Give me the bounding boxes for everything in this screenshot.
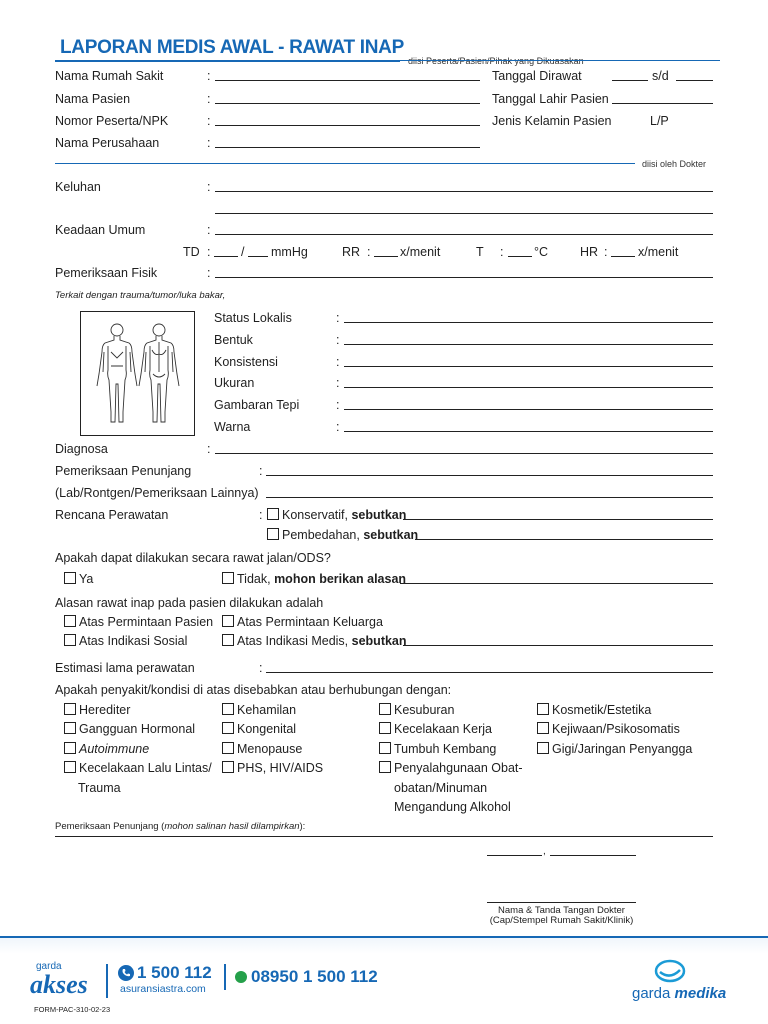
hr-unit: x/menit [638,245,679,259]
checkbox[interactable] [222,572,234,584]
phone-icon [118,965,134,981]
checkbox[interactable] [379,742,391,754]
checkbox[interactable] [537,722,549,734]
consistency-label: Konsistensi [214,355,278,369]
condition-pregnancy[interactable]: Kehamilan [222,703,296,717]
hospital-label: Nama Rumah Sakit [55,69,164,83]
whatsapp-icon [235,971,247,983]
checkbox[interactable] [64,703,76,715]
footer-top-line [0,936,768,938]
ods-yes-option[interactable]: Ya [64,572,93,586]
ods-question: Apakah dapat dilakukan secara rawat jalan/ODS? [55,551,331,565]
plan-label: Rencana Perawatan [55,508,169,522]
td-separator: / [241,245,245,259]
checkbox[interactable] [537,703,549,715]
physical-exam-field[interactable] [215,277,713,278]
reason-patient-option[interactable]: Atas Permintaan Pasien [64,615,213,629]
reason-social-option[interactable]: Atas Indikasi Sosial [64,634,187,648]
related-question: Apakah penyakit/kondisi di atas disebabkan atau berhubungan dengan: [55,683,452,697]
signature-place-field[interactable] [487,855,542,856]
support-exam-label: Pemeriksaan Penunjang [55,464,192,478]
condition-autoimmune[interactable]: Autoimmune [64,742,149,756]
condition-traffic-accident[interactable]: Kecelakaan Lalu Lintas/ [64,761,212,775]
hr-field[interactable] [611,256,635,257]
checkbox[interactable] [64,572,76,584]
consistency-field[interactable] [344,366,713,367]
signature-label: Nama & Tanda Tangan Dokter [498,905,625,916]
phone-number[interactable]: 1 500 112 [137,963,212,982]
estimate-field[interactable] [266,672,713,673]
td-systolic-field[interactable] [214,256,238,257]
admit-date-label: Tanggal Dirawat [492,69,582,83]
condition-psychiatric[interactable]: Kejiwaan/Psikosomatis [537,722,680,736]
whatsapp-number[interactable]: 08950 1 500 112 [251,967,378,986]
plan-conservative-option[interactable]: Konservatif, sebutkan [267,508,406,522]
doctor-section-line [55,163,635,164]
size-field[interactable] [344,387,713,388]
edge-field[interactable] [344,409,713,410]
condition-work-accident[interactable]: Kecelakaan Kerja [379,722,492,736]
admit-date-sd: s/d [652,69,669,83]
checkbox[interactable] [379,703,391,715]
checkbox[interactable] [222,615,234,627]
support-copy-label: Pemeriksaan Penunjang (mohon salinan hasil dilampirkan): [55,821,306,832]
physical-exam-label: Pemeriksaan Fisik [55,266,158,280]
hr-label: HR [580,245,599,259]
condition-fertility[interactable]: Kesuburan [379,703,454,717]
rr-label: RR [342,245,361,259]
gender-label: Jenis Kelamin Pasien [492,114,612,128]
checkbox[interactable] [222,742,234,754]
color-field[interactable] [344,431,713,432]
support-copy-field[interactable] [55,836,713,837]
diagnosis-field[interactable] [215,453,713,454]
checkbox[interactable] [379,761,391,773]
checkbox[interactable] [537,742,549,754]
reason-medical-option[interactable]: Atas Indikasi Medis, sebutkan [222,634,407,648]
signature-line[interactable] [487,902,636,903]
condition-std-hiv[interactable]: PHS, HIV/AIDS [222,761,323,775]
brand-small: garda [36,961,62,972]
checkbox[interactable] [64,615,76,627]
member-number-label: Nomor Peserta/NPK [55,114,169,128]
body-diagram[interactable] [80,311,195,436]
plan-surgery-field[interactable] [415,539,713,540]
footer-divider-1 [106,964,108,998]
color-label: Warna [214,420,251,434]
local-status-field[interactable] [344,322,713,323]
hospital-field[interactable] [215,80,480,81]
company-label: Nama Perusahaan [55,136,160,150]
checkbox[interactable] [222,722,234,734]
support-exam-sub: (Lab/Rontgen/Pemeriksaan Lainnya) [55,486,259,500]
patient-name-label: Nama Pasien [55,92,131,106]
temp-unit: °C [534,245,549,259]
ods-reason-field[interactable] [400,583,713,584]
support-exam-field-2[interactable] [266,497,713,498]
date-comma: , [543,846,546,857]
garda-medika-logo: garda medika [632,985,727,1002]
trauma-note: Terkait dengan trauma/tumor/luka bakar, [55,290,226,301]
brand-akses-logo: akses [30,970,88,999]
admit-date-to-field[interactable] [676,80,713,81]
company-field[interactable] [215,147,480,148]
size-label: Ukuran [214,376,255,390]
condition-menopause[interactable]: Menopause [222,742,302,756]
td-unit: mmHg [271,245,308,259]
estimate-label: Estimasi lama perawatan [55,661,195,675]
complaint-field-2[interactable] [215,213,713,214]
complaint-field-1[interactable] [215,191,713,192]
doctor-section-note: diisi oleh Dokter [642,159,707,169]
checkbox[interactable] [64,761,76,773]
dob-label: Tanggal Lahir Pasien [492,92,609,106]
dob-field[interactable] [612,103,713,104]
condition-cosmetic[interactable]: Kosmetik/Estetika [537,703,651,717]
signature-date-field[interactable] [550,855,636,856]
gender-value[interactable]: L/P [650,114,669,128]
admit-date-from-field[interactable] [612,80,648,81]
title-underline [55,60,400,62]
ods-no-option[interactable]: Tidak, mohon berikan alasan [222,572,406,586]
checkbox[interactable] [267,508,279,520]
checkbox[interactable] [222,634,234,646]
reason-medical-field[interactable] [403,645,713,646]
condition-hormonal[interactable]: Gangguan Hormonal [64,722,195,736]
diagnosis-label: Diagnosa [55,442,108,456]
patient-name-field[interactable] [215,103,480,104]
condition-substance-cont-1: obatan/Minuman [394,781,488,795]
website-link[interactable]: asuransiastra.com [120,983,206,995]
edge-label: Gambaran Tepi [214,398,300,412]
form-code: FORM-PAC-310-02-23 [34,1005,111,1014]
body-outline-icon [81,312,194,435]
condition-herediter[interactable]: Herediter [64,703,130,717]
checkbox[interactable] [64,722,76,734]
general-condition-field[interactable] [215,234,713,235]
rr-field[interactable] [374,256,398,257]
condition-dental[interactable]: Gigi/Jaringan Penyangga [537,742,692,756]
checkbox[interactable] [64,634,76,646]
footer-divider-2 [224,964,226,990]
stamp-label: (Cap/Stempel Rumah Sakit/Klinik) [489,915,634,926]
td-label: TD [183,245,200,259]
patient-section-note: diisi Peserta/Pasien/Pihak yang Dikuasakan [408,56,584,66]
plan-surgery-option[interactable]: Pembedahan, sebutkan [267,528,418,542]
local-status-label: Status Lokalis [214,311,292,325]
condition-substance-cont-2: Mengandung Alkohol [394,800,511,814]
member-number-field[interactable] [215,125,480,126]
temp-field[interactable] [508,256,532,257]
condition-congenital[interactable]: Kongenital [222,722,296,736]
complaint-label: Keluhan [55,180,101,194]
checkbox[interactable] [222,761,234,773]
shape-label: Bentuk [214,333,253,347]
checkbox[interactable] [64,742,76,754]
reason-family-option[interactable]: Atas Permintaan Keluarga [222,615,383,629]
support-exam-field-1[interactable] [266,475,713,476]
condition-substance-abuse[interactable]: Penyalahgunaan Obat- [379,761,523,775]
form-title: LAPORAN MEDIS AWAL - RAWAT INAP [60,37,404,58]
td-diastolic-field[interactable] [248,256,268,257]
checkbox[interactable] [267,528,279,540]
general-condition-label: Keadaan Umum [55,223,146,237]
checkbox[interactable] [222,703,234,715]
condition-traffic-accident-cont: Trauma [78,781,121,795]
condition-growth[interactable]: Tumbuh Kembang [379,742,496,756]
patient-section-line [400,60,720,61]
checkbox[interactable] [379,722,391,734]
shape-field[interactable] [344,344,713,345]
reason-question: Alasan rawat inap pada pasien dilakukan adalah [55,596,324,610]
plan-conservative-field[interactable] [403,519,713,520]
rr-unit: x/menit [400,245,441,259]
temp-label: T [476,245,484,259]
